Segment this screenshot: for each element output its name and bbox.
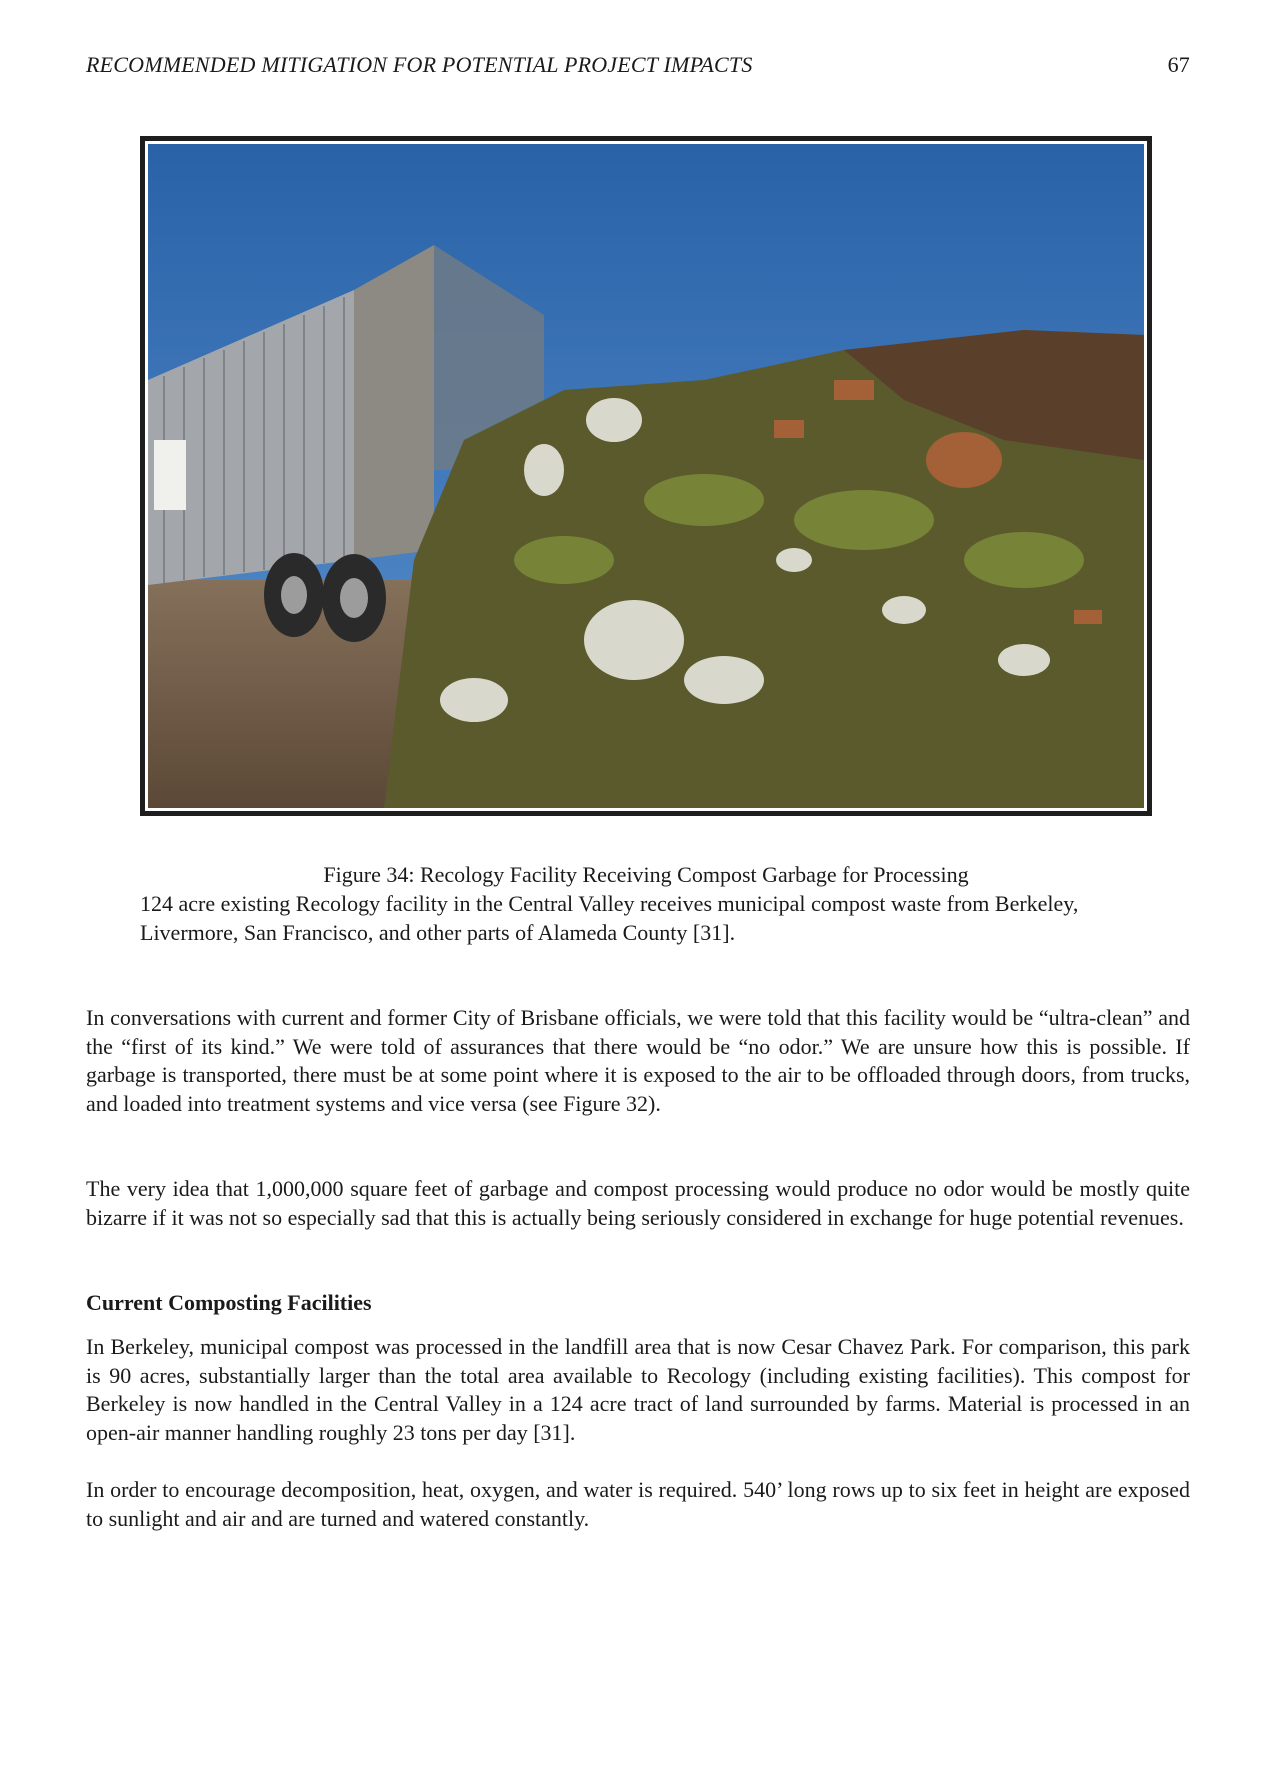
figure-title: Figure 34: Recology Facility Receiving Compost Garbage for Processing	[323, 862, 969, 887]
section-paragraph-1: In Berkeley, municipal compost was processed in the landfill area that is now Cesar Chavez Park. For comparison, this park is 90 acres, substantially larger than the total area available to Recology (including existing facilities). This compost for Berkeley is now handled in the Central Valley in a 124 acre tract of land surrounded by farms. Material is processed in an open-air manner handling roughly 23 tons per day [31].	[86, 1334, 1190, 1445]
running-header	[86, 52, 1190, 86]
page-number: 67	[1167, 52, 1190, 77]
figure-photo	[140, 136, 1152, 816]
section-heading: Current Composting Facilities	[86, 1290, 372, 1315]
figure-description: 124 acre existing Recology facility in the Central Valley receives municipal compost waste from Berkeley, Livermore, San Francisco, and other parts of Alameda County [31].	[140, 891, 1079, 945]
section-paragraph-2: In order to encourage decomposition, heat, oxygen, and water is required. 540’ long rows up to six feet in height are exposed to sunlight and air and are turned and watered constantly.	[86, 1477, 1190, 1531]
running-title: RECOMMENDED MITIGATION FOR POTENTIAL PROJECT IMPACTS	[86, 52, 753, 77]
paragraph-1: In conversations with current and former City of Brisbane officials, we were told that this facility would be “ultra-clean” and the “first of its kind.” We were told of assurances that there would be “no odor.” We are unsure how this is possible. If garbage is transported, there must be at some point where it is exposed to the air to be offloaded through doors, from trucks, and loaded into treatment systems and vice versa (see Figure 32).	[86, 1005, 1190, 1116]
figure-caption	[140, 860, 1152, 947]
compost-truck-photo	[144, 140, 1148, 812]
paragraph-2: The very idea that 1,000,000 square feet of garbage and compost processing would produce no odor would be mostly quite bizarre if it was not so especially sad that this is actually being seriously considered in exchange for huge potential revenues.	[86, 1176, 1190, 1230]
